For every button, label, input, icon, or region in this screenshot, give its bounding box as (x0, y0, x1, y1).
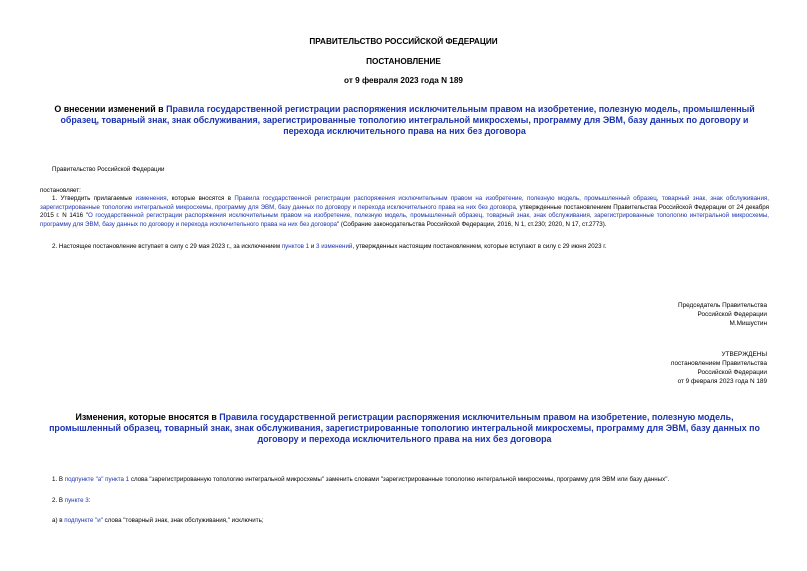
approved-line-2: постановлением Правительства (671, 360, 767, 367)
signature-block (507, 301, 767, 328)
c3-text-1: а) в (52, 517, 65, 525)
p1-text-3: , утвержденные постановлением Правительства Российской Федерации от 24 декабря 2015 г. N 1416 " (40, 203, 769, 220)
p1-text-4: " (Собрание законодательства Российской Федерации, 2016, N 1, ст.230; 2020, N 17, ст.2773). (336, 220, 607, 228)
c1-text-2: слова "зарегистрированную топологию интегральной микросхемы" заменить словами "зарегистрированные топологию интегральной микросхемы, программу для ЭВМ или базу данных". (129, 476, 670, 483)
c1-text-1: 1. В (52, 476, 65, 483)
government-rf-line: Правительство Российской Федерации (52, 166, 165, 173)
p1-text-1: 1. Утвердить прилагаемые (52, 195, 136, 203)
rules-title-link[interactable]: Правила государственной регистрации распоряжения исключительным правом на изобретение, полезную модель, промышленный образец, товарный знак, знак обслуживания, зарегистрированные топологию интегральной микросхемы, программу для ЭВМ, базу данных по договору и перехода исключительного права на них без договора (60, 104, 755, 136)
change-item-2 (40, 497, 769, 506)
rules-link[interactable]: Правила государственной регистрации распоряжения исключительным правом на изобретение, полезную модель, промышленный образец, товарный знак, знак обслуживания, зарегистрированные топологию интегральной микросхемы, программу для ЭВМ, базу данных по договору и перехода исключительного права на них без договора (40, 195, 770, 211)
decides-line: постановляет: (40, 186, 81, 194)
approved-line-4: от 9 февраля 2023 года N 189 (677, 378, 767, 385)
subpoint-i-link[interactable]: подпункте "и" (64, 517, 103, 525)
c2-text-1: 2. В (52, 496, 65, 504)
change-item-1 (40, 476, 769, 485)
point-3-changes-link[interactable]: 3 изменений (316, 242, 353, 250)
signature-line-1: Председатель Правительства (678, 302, 767, 309)
document-date-number: от 9 февраля 2023 года N 189 (344, 76, 463, 85)
signature-line-3: М.Мишустин (729, 320, 767, 327)
p2-text-1: 2. Настоящее постановление вступает в силу с 29 мая 2023 г., за исключением (52, 242, 282, 250)
c2-text-2: : (88, 496, 91, 504)
changes-rules-link[interactable]: Правила государственной регистрации распоряжения исключительным правом на изобретение, полезную модель, промышленный образец, товарный знак, знак обслуживания, зарегистрированные топологию интегральной микросхемы, программу для ЭВМ, базу данных по договору и перехода исключительного права на них без договора (49, 412, 760, 444)
paragraph-2 (40, 243, 769, 252)
document-type: ПОСТАНОВЛЕНИЕ (366, 57, 441, 66)
approved-line-3: Российской Федерации (697, 369, 767, 376)
p2-text-2: и (309, 242, 317, 250)
changes-list (40, 476, 769, 526)
c3-text-2: слова "товарный знак, знак обслуживания," исключить; (102, 517, 264, 525)
subpoint-a-point-1-link[interactable]: подпункте "а" пункта 1 (64, 476, 130, 483)
approved-block (507, 350, 767, 386)
change-item-3 (40, 517, 769, 526)
body-section (40, 166, 769, 251)
resolution-1416-link[interactable]: О государственной регистрации распоряжения исключительным правом на изобретение, полезную модель, промышленный образец, товарный знак, знак обслуживания, зарегистрированные топологию интегральной микросхемы, программу для ЭВМ, базу данных по договору и перехода исключительного права на них без договора (40, 212, 769, 228)
changes-link[interactable]: изменения (135, 195, 167, 203)
resolution-title-prefix: О внесении изменений в (54, 104, 167, 114)
paragraph-1 (40, 195, 769, 229)
resolution-title (40, 104, 769, 137)
approved-line-1: УТВЕРЖДЕНЫ (721, 351, 767, 358)
government-heading: ПРАВИТЕЛЬСТВО РОССИЙСКОЙ ФЕДЕРАЦИИ (309, 37, 498, 46)
p1-text-2: , которые вносятся в (166, 195, 235, 203)
p2-text-3: , утвержденных настоящим постановлением, которые вступают в силу с 29 июня 2023 г. (352, 242, 607, 250)
signature-line-2: Российской Федерации (697, 311, 767, 318)
changes-title-prefix: Изменения, которые вносятся в (75, 412, 220, 422)
point-1-link[interactable]: пунктов 1 (281, 242, 310, 250)
point-3-link[interactable]: пункте 3 (64, 496, 89, 504)
changes-title (40, 412, 769, 445)
